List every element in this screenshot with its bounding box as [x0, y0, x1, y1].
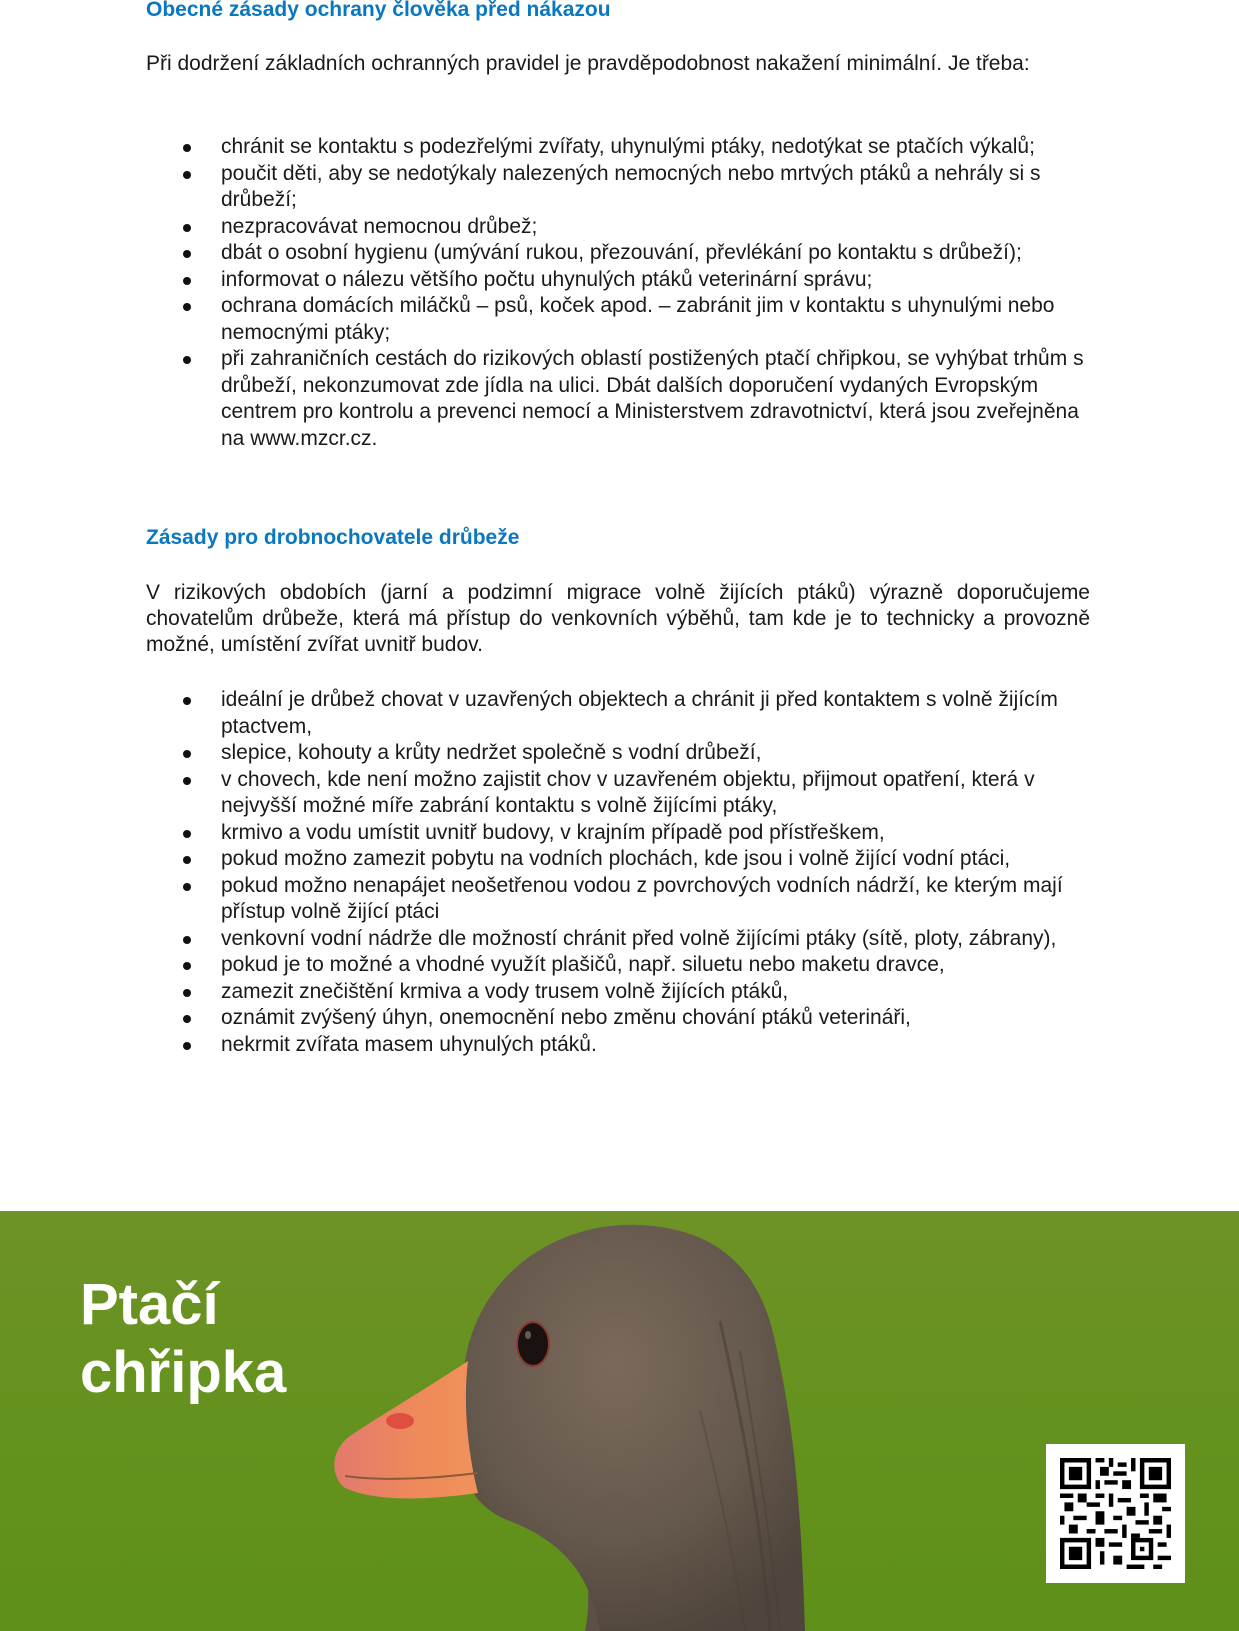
bullet-icon	[183, 277, 191, 285]
list-item: venkovní vodní nádrže dle možností chránit před volně žijícími ptáky (sítě, ploty, zábrany),	[146, 926, 1090, 953]
bullet-icon	[183, 936, 191, 944]
list-item: ochrana domácích miláčků – psů, koček apod. – zabránit jim v kontaktu s uhynulými nebo nemocnými ptáky;	[146, 293, 1090, 346]
list-item: slepice, kohouty a krůty nedržet společně s vodní drůbeží,	[146, 740, 1090, 767]
list-item: chránit se kontaktu s podezřelými zvířaty, uhynulými ptáky, nedotýkat se ptačích výkalů;	[146, 134, 1090, 161]
bullet-icon	[183, 1042, 191, 1050]
bullet-icon	[183, 777, 191, 785]
bullet-icon	[183, 856, 191, 864]
section-intro-breeders: V rizikových obdobích (jarní a podzimní migrace volně žijících ptáků) výrazně doporučujeme chovatelům drůbeže, která má přístup do venkovních výběhů, tam kde je to technicky a provozně možné, umístění zvířat uvnitř budov.	[146, 581, 1090, 656]
bullet-icon	[183, 303, 191, 311]
bullet-icon	[183, 250, 191, 258]
breeders-bullet-list	[146, 687, 1090, 1058]
list-item: zamezit znečištění krmiva a vody trusem volně žijících ptáků,	[146, 979, 1090, 1006]
bullet-icon	[183, 830, 191, 838]
bullet-icon	[183, 962, 191, 970]
bullet-icon	[183, 750, 191, 758]
list-item: ideální je drůbež chovat v uzavřených objektech a chránit ji před kontaktem s volně žijícím ptactvem,	[146, 687, 1090, 740]
protection-bullet-list	[146, 134, 1090, 452]
bullet-icon	[183, 171, 191, 179]
bullet-icon	[183, 224, 191, 232]
bullet-icon	[183, 697, 191, 705]
list-item: informovat o nálezu většího počtu uhynulých ptáků veterinární správu;	[146, 267, 1090, 294]
list-item: poučit děti, aby se nedotýkaly nalezených nemocných nebo mrtvých ptáků a nehrály si s drůbeží;	[146, 161, 1090, 214]
banner-title-line-1: Ptačí	[80, 1272, 219, 1337]
list-item: krmivo a vodu umístit uvnitř budovy, v krajním případě pod přístřeškem,	[146, 820, 1090, 847]
qr-code-icon	[1060, 1458, 1171, 1569]
bullet-icon	[183, 1015, 191, 1023]
list-item: v chovech, kde není možno zajistit chov v uzavřeném objektu, přijmout opatření, která v nejvyšší možné míře zabrání kontaktu s volně žijícími ptáky,	[146, 767, 1090, 820]
banner-title-line-2: chřipka	[80, 1340, 287, 1405]
bullet-icon	[183, 883, 191, 891]
list-item: při zahraničních cestách do rizikových oblastí postižených ptačí chřipkou, se vyhýbat trhům s drůbeží, nekonzumovat zde jídla na ulici. Dbát dalších doporučení vydaných Evropským centrem pro kontrolu a prevenci nemocí a Ministerstvem zdravotnictví, která jsou zveřejněna na www.mzcr.cz.	[146, 346, 1090, 452]
bullet-icon	[183, 356, 191, 364]
list-item: pokud možno zamezit pobytu na vodních plochách, kde jsou i volně žijící vodní ptáci,	[146, 846, 1090, 873]
section-heading-protection: Obecné zásady ochrany člověka před nákazou	[146, 0, 611, 21]
list-item: pokud je to možné a vhodné využít plašičů, např. siluetu nebo maketu dravce,	[146, 952, 1090, 979]
section-heading-breeders: Zásady pro drobnochovatele drůbeže	[146, 526, 520, 549]
section-intro-protection: Při dodržení základních ochranných pravidel je pravděpodobnost nakažení minimální. Je třeba:	[146, 52, 1030, 75]
list-item: pokud možno nenapájet neošetřenou vodou z povrchových vodních nádrží, ke kterým mají přístup volně žijící ptáci	[146, 873, 1090, 926]
banner-title	[80, 1271, 286, 1407]
list-item: nezpracovávat nemocnou drůbež;	[146, 214, 1090, 241]
list-item: oznámit zvýšený úhyn, onemocnění nebo změnu chování ptáků veterináři,	[146, 1005, 1090, 1032]
list-item: dbát o osobní hygienu (umývání rukou, přezouvání, převlékání po kontaktu s drůbeží);	[146, 240, 1090, 267]
list-item: nekrmit zvířata masem uhynulých ptáků.	[146, 1032, 1090, 1059]
bullet-icon	[183, 144, 191, 152]
bullet-icon	[183, 989, 191, 997]
cover-banner	[0, 1211, 1239, 1631]
qr-code[interactable]	[1046, 1444, 1185, 1583]
